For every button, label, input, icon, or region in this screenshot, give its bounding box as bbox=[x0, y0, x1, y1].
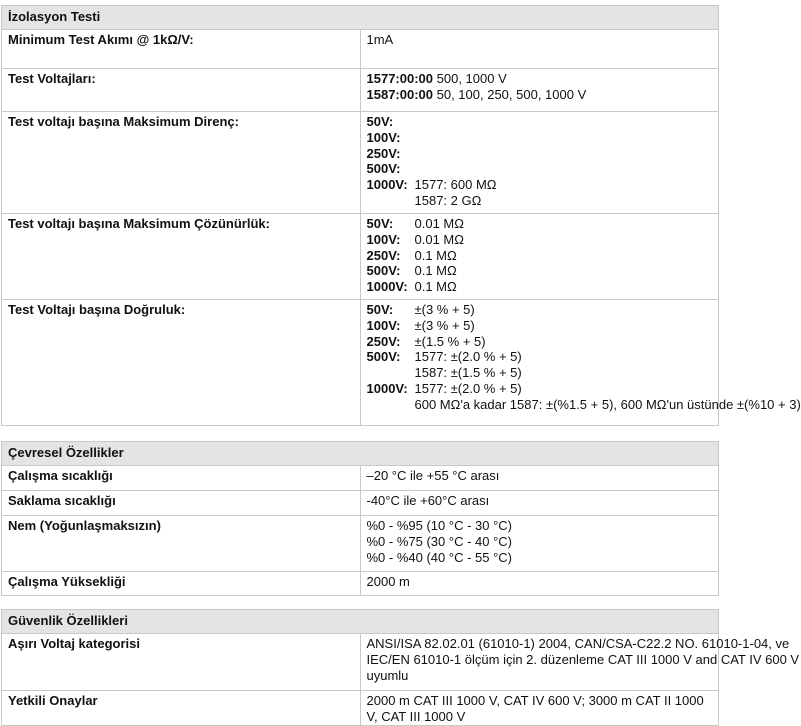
value-min-test-current: 1mA bbox=[360, 30, 719, 69]
range-key: 50V: bbox=[366, 216, 394, 231]
range-key: 250V: bbox=[366, 247, 401, 263]
range-value: 1577: ±(2.0 % + 5) bbox=[414, 349, 522, 365]
range-key: 500V: bbox=[366, 349, 401, 365]
value-max-resolution bbox=[360, 214, 719, 300]
range-key: 1000V: bbox=[366, 380, 408, 396]
range-value: 0.01 MΩ bbox=[414, 231, 464, 247]
standard-line: IEC/EN 61010-1 ölçüm için 2. düzenleme CAT III 1000 V and CAT IV 600 V bbox=[366, 651, 800, 667]
range-value: 1587: 2 GΩ bbox=[414, 192, 482, 208]
range-value: ±(1.5 % + 5) bbox=[414, 333, 486, 349]
range-key: 500V: bbox=[366, 161, 401, 177]
label-humidity: Nem (Yoğunlaşmaksızın) bbox=[2, 516, 361, 572]
range-key: 100V: bbox=[366, 231, 401, 247]
range-key: 100V: bbox=[366, 317, 401, 333]
humidity-range: %0 - %95 (10 °C - 30 °C) bbox=[366, 518, 513, 533]
value-overvoltage bbox=[360, 634, 800, 691]
label-operating-temp: Çalışma sıcaklığı bbox=[2, 466, 361, 491]
label-storage-temp: Saklama sıcaklığı bbox=[2, 491, 361, 516]
range-key: 250V: bbox=[366, 145, 401, 161]
label-min-test-current: Minimum Test Akımı @ 1kΩ/V: bbox=[2, 30, 361, 69]
range-key: 250V: bbox=[366, 333, 401, 349]
value-approvals: 2000 m CAT III 1000 V, CAT IV 600 V; 3000 m CAT II 1000 V, CAT III 1000 V bbox=[360, 691, 719, 726]
section-title-insulation: İzolasyon Testi bbox=[2, 6, 719, 30]
range-value: 0.01 MΩ bbox=[414, 216, 464, 231]
value-altitude: 2000 m bbox=[360, 572, 719, 596]
range-value: 0.1 MΩ bbox=[414, 247, 457, 263]
voltage-list-1577: 500, 1000 V bbox=[436, 71, 507, 86]
label-approvals: Yetkili Onaylar bbox=[2, 691, 361, 726]
safety-table bbox=[1, 609, 800, 726]
label-accuracy: Test Voltajı başına Doğruluk: bbox=[2, 300, 361, 426]
value-test-voltages bbox=[360, 69, 719, 112]
range-value: 600 MΩ'a kadar 1587: ±(%1.5 + 5), 600 MΩ'un üstünde ±(%10 + 3) bbox=[414, 396, 801, 412]
label-test-voltages: Test Voltajları: bbox=[2, 69, 361, 112]
value-storage-temp: -40°C ile +60°C arası bbox=[360, 491, 719, 516]
range-value: ±(3 % + 5) bbox=[414, 302, 475, 317]
range-value: 0.1 MΩ bbox=[414, 263, 457, 279]
value-humidity bbox=[360, 516, 719, 572]
range-value: 1587: ±(1.5 % + 5) bbox=[414, 365, 522, 381]
voltage-list-1587: 50, 100, 250, 500, 1000 V bbox=[436, 86, 587, 102]
standard-line: ANSI/ISA 82.02.01 (61010-1) 2004, CAN/CSA-C22.2 NO. 61010-1-04, ve bbox=[366, 636, 790, 651]
value-operating-temp: –20 °C ile +55 °C arası bbox=[360, 466, 719, 491]
humidity-range: %0 - %75 (30 °C - 40 °C) bbox=[366, 533, 513, 549]
label-max-resolution: Test voltajı başına Maksimum Çözünürlük: bbox=[2, 214, 361, 300]
voltage-key-1587: 1587:00:00 bbox=[366, 86, 433, 102]
range-value: 1577: 600 MΩ bbox=[414, 177, 497, 193]
range-key: 500V: bbox=[366, 263, 401, 279]
label-max-resistance: Test voltajı başına Maksimum Direnç: bbox=[2, 112, 361, 214]
range-key: 1000V: bbox=[366, 177, 408, 193]
section-title-safety: Güvenlik Özellikleri bbox=[2, 610, 719, 634]
value-max-resistance bbox=[360, 112, 719, 214]
section-title-environment: Çevresel Özellikler bbox=[2, 442, 719, 466]
range-value: 0.1 MΩ bbox=[414, 279, 457, 295]
range-key: 100V: bbox=[366, 129, 401, 145]
insulation-test-table bbox=[1, 5, 801, 426]
label-altitude: Çalışma Yüksekliği bbox=[2, 572, 361, 596]
voltage-key-1577: 1577:00:00 bbox=[366, 71, 433, 86]
range-key: 50V: bbox=[366, 302, 394, 317]
range-key: 1000V: bbox=[366, 279, 408, 295]
range-value: 1577: ±(2.0 % + 5) bbox=[414, 380, 522, 396]
standard-line: uyumlu bbox=[366, 667, 409, 683]
range-key: 50V: bbox=[366, 114, 394, 129]
label-overvoltage: Aşırı Voltaj kategorisi bbox=[2, 634, 361, 691]
humidity-range: %0 - %40 (40 °C - 55 °C) bbox=[366, 549, 513, 565]
range-value: ±(3 % + 5) bbox=[414, 317, 475, 333]
environment-table bbox=[1, 441, 719, 596]
value-accuracy bbox=[360, 300, 801, 426]
